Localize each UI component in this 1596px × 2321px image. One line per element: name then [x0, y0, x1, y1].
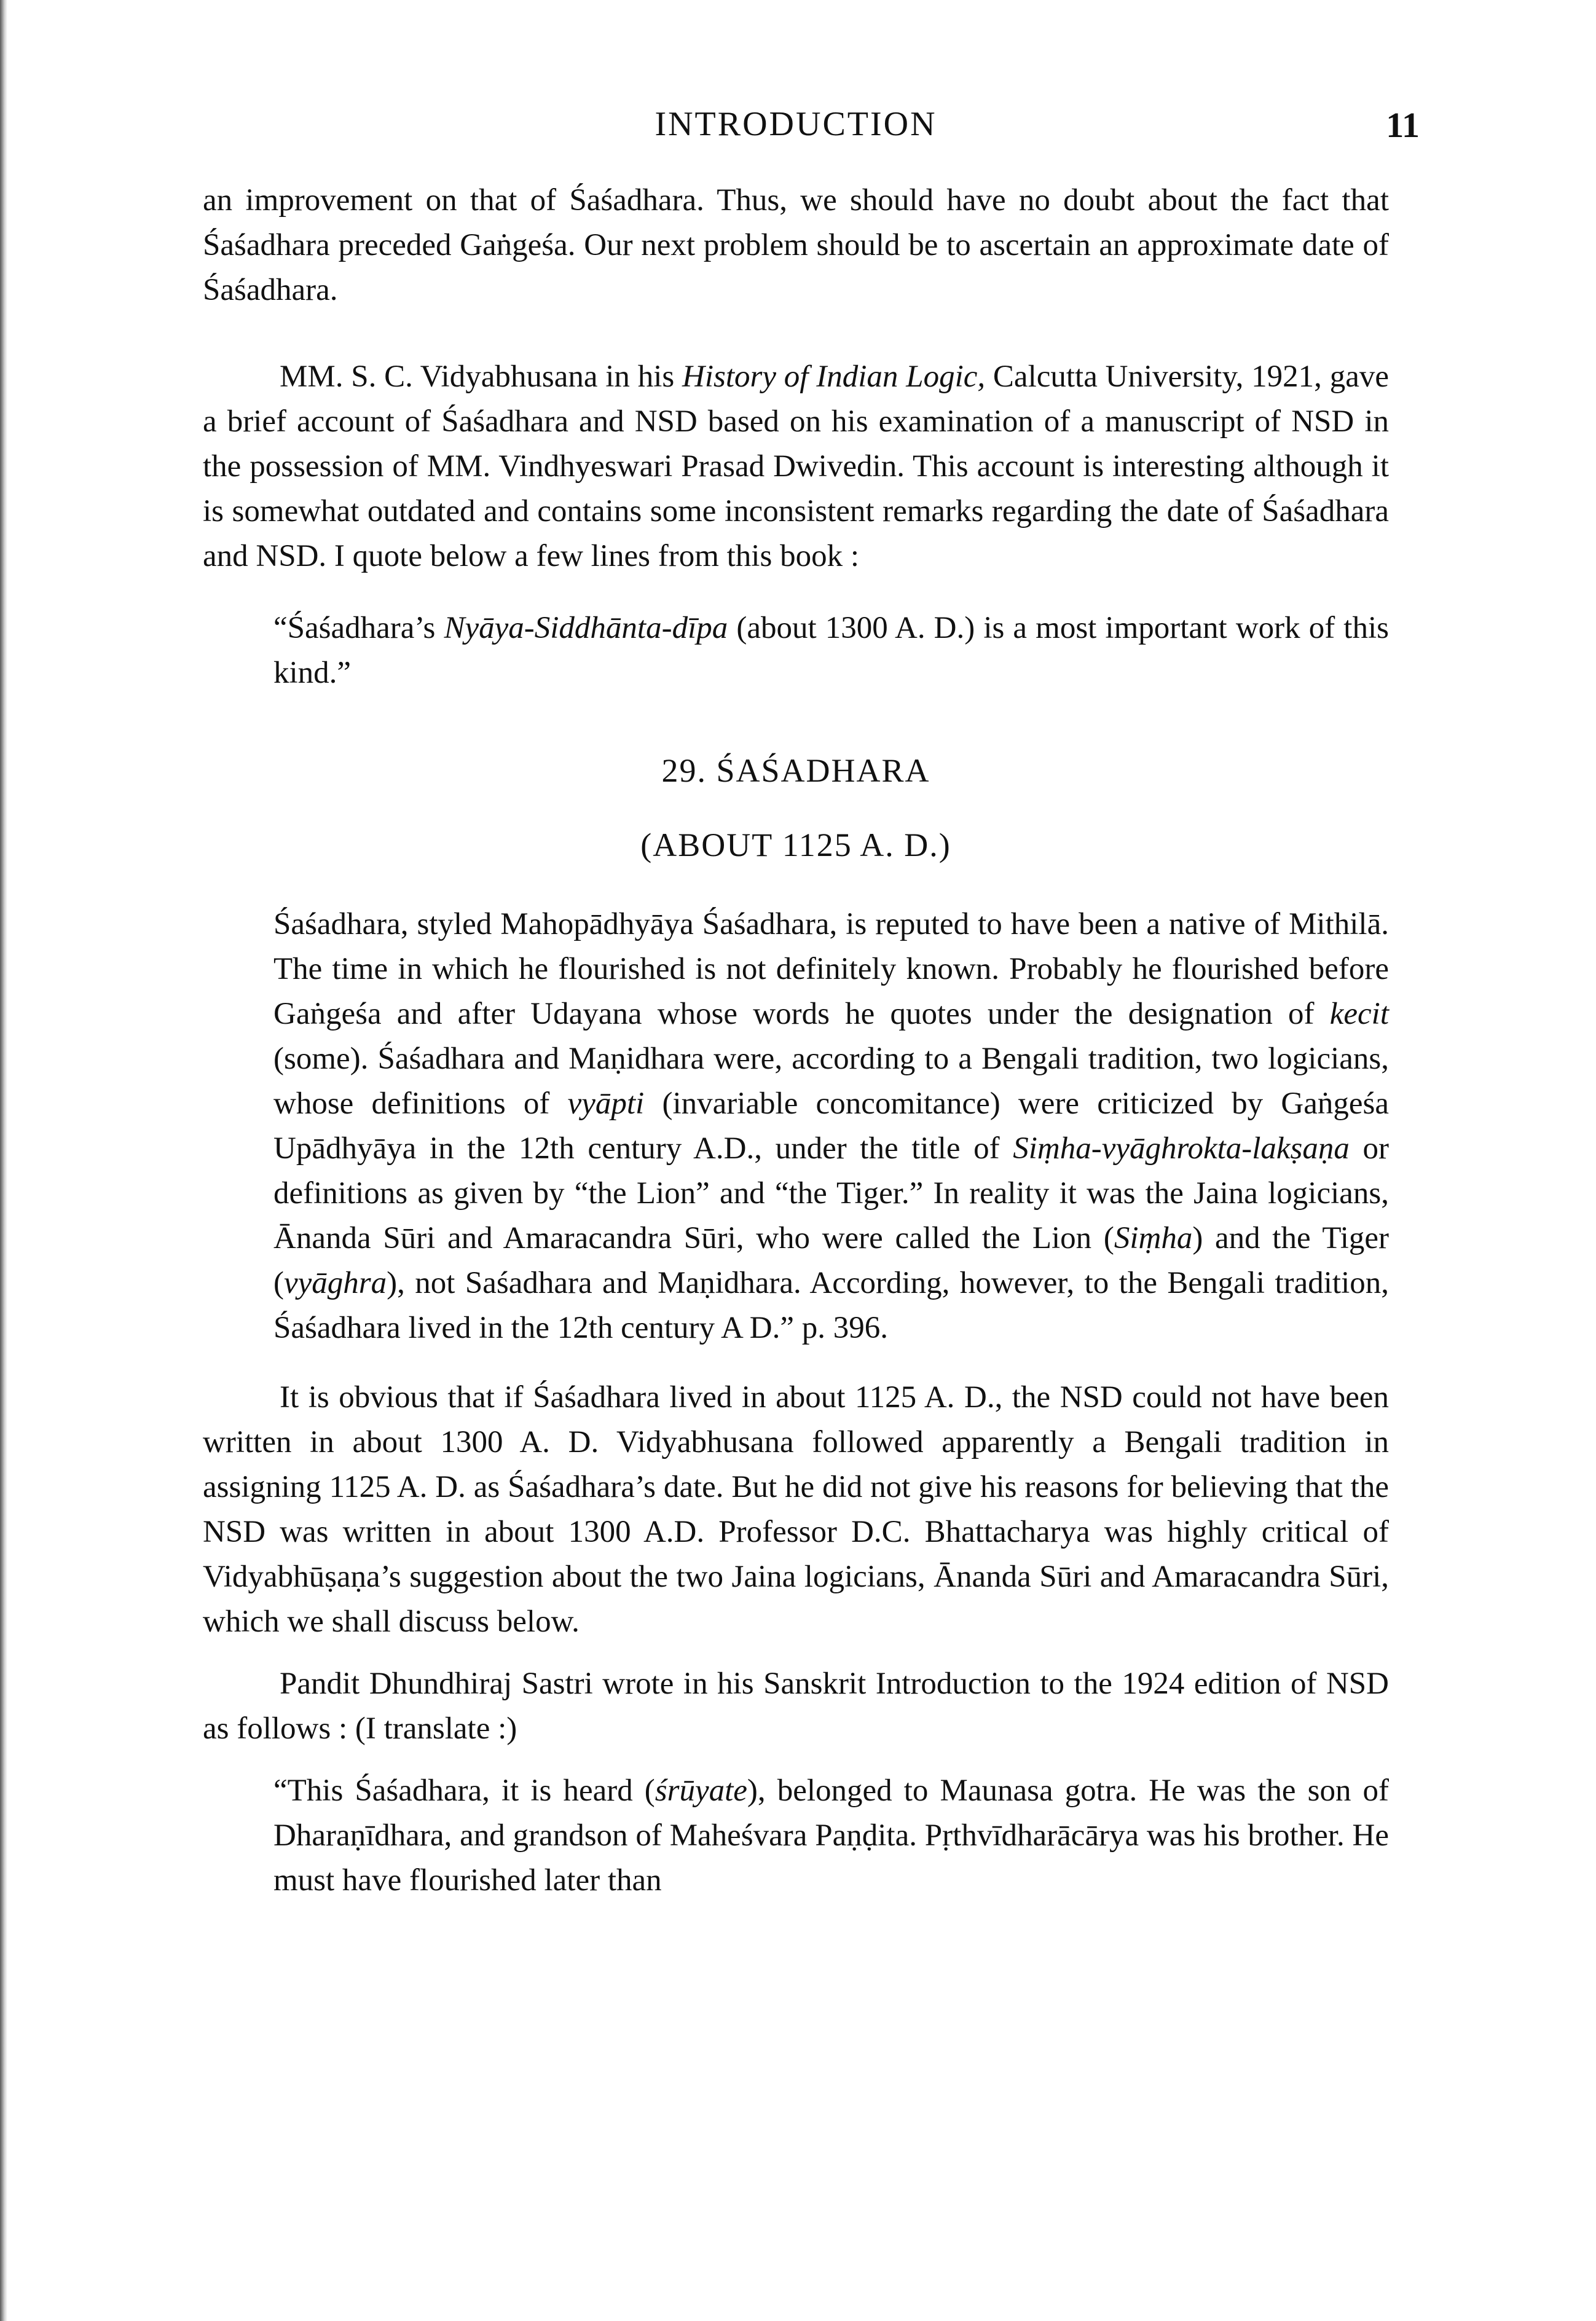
page-header: [203, 104, 1420, 160]
entry-text-5: ) and the Tiger (: [273, 1221, 1389, 1300]
heading-spacer: [203, 868, 1389, 902]
scan-binding-edge: [0, 0, 7, 2321]
entry-text-6: ), not Saśadhara and Maṇidhara. According, however, to the Bengali tradition, Śaśadhara lived in the 12th century A D.” p. 396.: [273, 1266, 1389, 1345]
dictionary-entry-text: [273, 902, 1389, 1351]
page-number: 11: [1386, 105, 1420, 145]
quotation-2-text: [273, 1769, 1389, 1903]
quotation-2-text-a: “This Śaśadhara, it is heard (: [273, 1773, 655, 1808]
paragraph-2-text-b: Calcutta University, 1921, gave a brief account of Śaśadhara and NSD based on his examination of a manuscript of NSD in the possession of MM. Vindhyeswari Prasad Dwivedin. This account is interesting although it is somewhat outdated and contains some inconsistent remarks regarding the date of Śaśadhara and NSD. I quote below a few lines from this book :: [203, 359, 1389, 573]
entry-text-3: (invariable concomitance) were criticized by Gaṅgeśa Upādhyāya in the 12th century A.D., under the title of: [273, 1086, 1389, 1166]
term-vyapti: vyāpti: [567, 1086, 645, 1121]
entry-heading: 29. ŚAŚADHARA: [661, 752, 930, 789]
quotation-1-text-a: “Śaśadhara’s: [273, 611, 444, 645]
book-title-nyaya-siddhanta-dipa: Nyāya-Siddhānta-dīpa: [444, 611, 728, 645]
entry-text-1: Śaśadhara, styled Mahopādhyāya Śaśadhara, is reputed to have been a native of Mithilā. The time in which he flourished is not definitely known. Probably he flourished before Gaṅgeśa and after Udayana whose words he quotes under the designation of: [273, 907, 1389, 1031]
entry-text-4: or definitions as given by “the Lion” and “the Tiger.” In reality it was the Jaina logicians, Ānanda Sūri and Amaracandra Sūri, who were called the Lion (: [273, 1131, 1390, 1255]
quotation-2-text-b: ), belonged to Maunasa gotra. He was the son of Dharaṇīdhara, and grandson of Maheśvara Paṇḍita. Pṛthvīdharācārya was his brother. He must have flourished later than: [273, 1773, 1390, 1898]
quotation-1-text-b: (about 1300 A. D.) is a most important work of this kind.”: [273, 611, 1389, 690]
term-simha-vyaghrokta-laksana: Siṃha-vyāghrokta-lakṣaṇa: [1013, 1131, 1350, 1166]
paragraph-3: It is obvious that if Śaśadhara lived in about 1125 A. D., the NSD could not have been written in about 1300 A. D. Vidyabhusana followed apparently a Bengali tradition in assigning 1125 A. D. as Śaśadhara’s date. But he did not give his reasons for believing that the NSD was written in about 1300 A.D. Professor D.C. Bhattacharya was highly critical of Vidyabhūṣaṇa’s suggestion about the two Jaina logicians, Ānanda Sūri and Amaracandra Sūri, which we shall discuss below.: [203, 1380, 1389, 1639]
quotation-1-text: [273, 606, 1389, 696]
entry-date: (ABOUT 1125 A. D.): [640, 827, 951, 863]
quotation-2: [273, 1769, 1389, 1903]
dictionary-entry: [273, 902, 1389, 1351]
book-title-history-of-indian-logic: History of Indian Logic,: [682, 359, 986, 394]
entry-text-2: (some). Śaśadhara and Maṇidhara were, according to a Bengali tradition, two logicians, whose definitions of: [273, 1042, 1389, 1121]
term-vyaghra: vyāghra: [283, 1266, 387, 1300]
paragraph-2: [203, 355, 1389, 579]
paragraph-1: an improvement on that of Śaśadhara. Thus, we should have no doubt about the fact that Śaśadhara preceded Gaṅgeśa. Our next problem should be to ascertain an approximate date of Śaśadhara.: [203, 183, 1389, 307]
running-head: INTRODUCTION: [655, 105, 937, 143]
quotation-1: [273, 606, 1389, 696]
term-kecit: kecit: [1329, 997, 1389, 1031]
page-body: [203, 178, 1389, 1903]
paragraph-4: Pandit Dhundhiraj Sastri wrote in his Sanskrit Introduction to the 1924 edition of NSD as follows : (I translate :): [203, 1667, 1389, 1746]
term-sruyate: śrūyate: [655, 1773, 747, 1808]
paragraph-2-text-a: MM. S. C. Vidyabhusana in his: [280, 359, 683, 394]
term-simha: Siṃha: [1114, 1221, 1193, 1255]
